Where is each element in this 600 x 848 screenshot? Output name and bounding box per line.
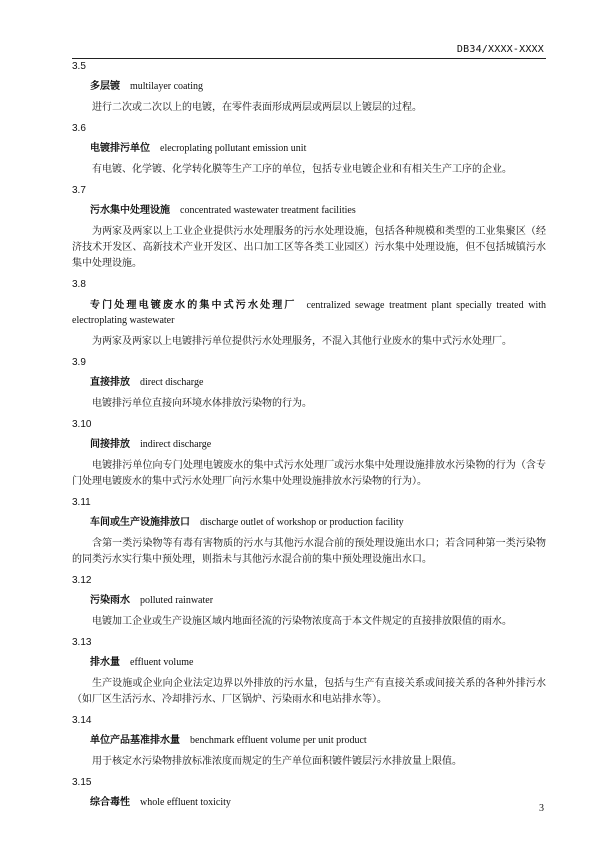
term-number: 3.8 [72,279,86,290]
term-definition: 电镀排污单位向专门处理电镀废水的集中式污水处理厂或污水集中处理设施排放水污染物的行为（含专门处理电镀废水的集中式污水处理厂向污水集中处理设施排放水污染物的行为）。 [72,460,546,487]
term-entry [72,184,546,272]
term-en: polluted rainwater [140,595,214,606]
term-en: centralized sewage treatment plant specially treated with electroplating wastewater [72,300,547,326]
term-zh: 多层镀 [90,81,120,92]
term-en: direct discharge [140,377,204,388]
term-zh: 污水集中处理设施 [90,205,170,216]
term-heading [72,516,546,530]
document-code: DB34/XXXX-XXXX [456,44,544,55]
term-number: 3.5 [72,61,86,72]
term-definition: 含第一类污染物等有毒有害物质的污水与其他污水混合前的预处理设施出水口；若含同种第一类污染物的同类污水实行集中预处理，则指未与其他污水混合前的集中预处理设施出水口。 [72,538,546,565]
term-zh: 直接排放 [90,377,130,388]
term-zh: 电镀排污单位 [90,143,150,154]
term-en: multilayer coating [130,81,204,92]
term-definition: 为两家及两家以上电镀排污单位提供污水处理服务，不混入其他行业废水的集中式污水处理厂。 [92,336,512,347]
header-divider [72,58,546,59]
term-definition: 进行二次或二次以上的电镀，在零件表面形成两层或两层以上镀层的过程。 [92,102,422,113]
term-heading [72,142,546,156]
term-en: elecroplating pollutant emission unit [160,143,307,154]
term-number: 3.9 [72,357,86,368]
term-entry [72,356,546,412]
term-number: 3.6 [72,123,86,134]
term-definition: 用于核定水污染物排放标准浓度而规定的生产单位面积镀件镀层污水排放量上限值。 [92,756,462,767]
term-heading [72,656,546,670]
term-number: 3.10 [72,419,92,430]
term-heading [72,734,546,748]
term-number: 3.12 [72,575,92,586]
page-number: 3 [539,803,544,814]
term-zh: 综合毒性 [90,797,130,808]
term-en: indirect discharge [140,439,212,450]
term-zh: 车间或生产设施排放口 [90,517,190,528]
term-definition: 有电镀、化学镀、化学转化膜等生产工序的单位，包括专业电镀企业和有相关生产工序的企业。 [92,164,512,175]
term-heading [72,80,546,94]
term-entry [72,574,546,630]
term-heading [72,796,546,810]
term-entry [72,776,546,810]
term-zh: 污染雨水 [90,595,130,606]
term-entry [72,60,546,116]
term-en: whole effluent toxicity [140,797,231,808]
term-zh: 间接排放 [90,439,130,450]
term-entry [72,418,546,490]
term-heading [72,438,546,452]
term-entry [72,496,546,568]
term-zh: 排水量 [90,657,120,668]
term-number: 3.7 [72,185,86,196]
term-heading [72,376,546,390]
term-definition: 为两家及两家以上工业企业提供污水处理服务的污水处理设施，包括各种规模和类型的工业集聚区（经济技术开发区、高新技术产业开发区、出口加工区等各类工业园区）污水集中处理设施，但不包括城镇污水集中处理设施。 [72,226,546,269]
term-heading [72,204,546,218]
term-number: 3.15 [72,777,92,788]
term-zh: 单位产品基准排水量 [90,735,180,746]
term-en: benchmark effluent volume per unit product [190,735,367,746]
terms-section [72,60,546,816]
term-number: 3.11 [72,497,91,508]
term-zh: 专门处理电镀废水的集中式污水处理厂 [90,300,297,311]
term-entry [72,636,546,708]
term-number: 3.14 [72,715,92,726]
term-entry [72,122,546,178]
term-en: concentrated wastewater treatment facilities [180,205,356,216]
term-entry [72,714,546,770]
term-definition: 生产设施或企业向企业法定边界以外排放的污水量，包括与生产有直接关系或间接关系的各种外排污水（如厂区生活污水、冷却排污水、厂区锅炉、污染雨水和电站排水等）。 [72,678,546,705]
term-entry [72,278,546,350]
term-number: 3.13 [72,637,92,648]
term-en: effluent volume [130,657,194,668]
term-definition: 电镀排污单位直接向环境水体排放污染物的行为。 [92,398,312,409]
term-definition: 电镀加工企业或生产设施区域内地面径流的污染物浓度高于本文件规定的直接排放限值的雨水。 [92,616,512,627]
term-heading [72,594,546,608]
term-en: discharge outlet of workshop or production facility [200,517,404,528]
term-heading [72,298,546,328]
